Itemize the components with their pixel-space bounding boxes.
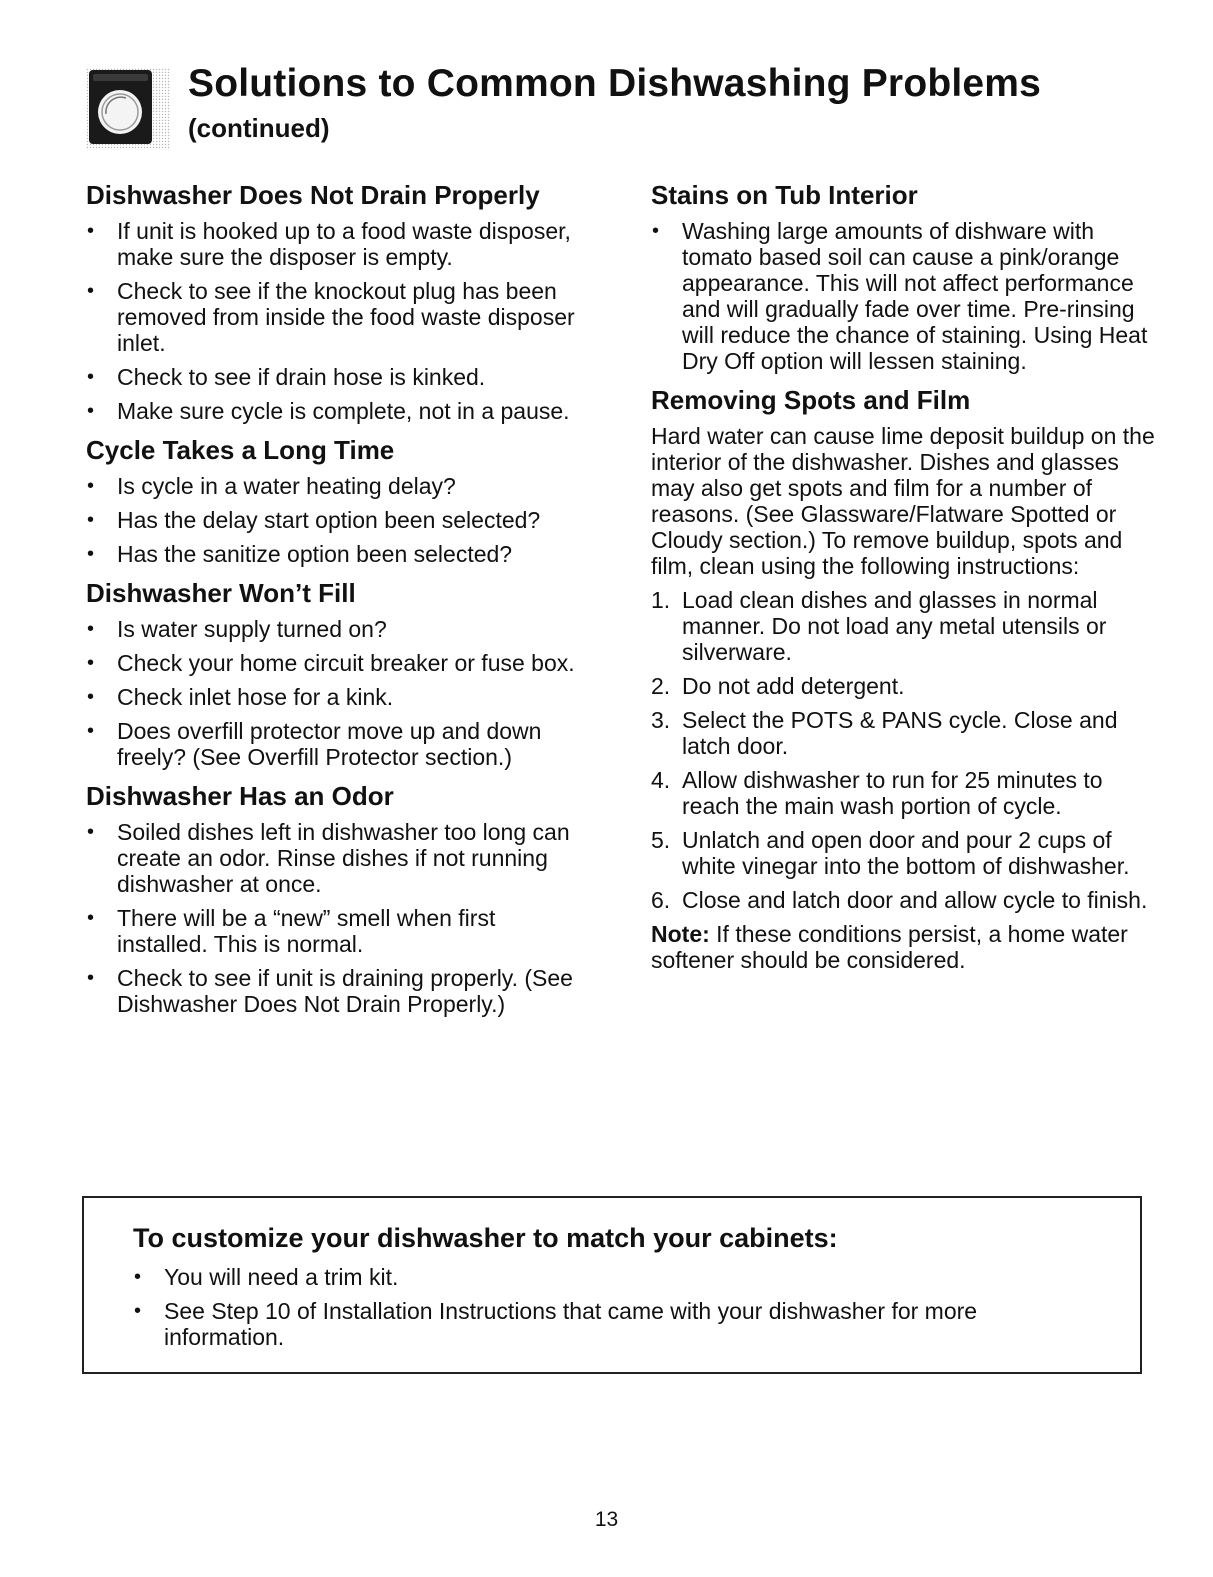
list-item [86,965,586,1017]
list-item-text: Check to see if unit is draining properly. (See Dishwasher Does Not Drain Properly.) [117,965,573,1017]
step-text: Select the POTS & PANS cycle. Close and latch door. [682,707,1118,759]
list-item-text: Check your home circuit breaker or fuse box. [117,650,575,676]
step-text: Unlatch and open door and pour 2 cups of white vinegar into the bottom of dishwasher. [682,827,1130,879]
list-item-text: Check to see if drain hose is kinked. [117,364,486,390]
list-item [86,473,586,499]
list-item [86,218,586,270]
step-number: 6. [651,887,671,913]
numbered-list [651,587,1161,913]
list-item [651,218,1161,374]
step-item [651,673,1161,699]
bullet-icon: • [87,543,95,565]
list-item-text: Check inlet hose for a kink. [117,684,394,710]
list-item-text: Has the delay start option been selected? [117,507,541,533]
bullet-icon: • [87,400,95,422]
list-item [86,541,586,567]
bullet-icon: • [87,509,95,531]
bullet-icon: • [134,1300,142,1322]
list-item-text: Does overfill protector move up and down freely? (See Overfill Protector section.) [117,718,542,770]
list-item [86,398,586,424]
page-title: Solutions to Common Dishwashing Problems [188,62,1042,105]
customize-callout-box [82,1196,1142,1374]
bullet-list [86,218,586,424]
note-paragraph [651,921,1161,973]
section-heading: Cycle Takes a Long Time [86,435,395,465]
list-item-text: Is cycle in a water heating delay? [117,473,456,499]
list-item-text: Check to see if the knockout plug has been removed from inside the food waste disposer inlet. [117,278,575,356]
list-item [86,364,586,390]
bullet-list [86,819,586,1017]
bullet-icon: • [134,1266,142,1288]
section-heading: Dishwasher Does Not Drain Properly [86,180,540,210]
list-item [86,616,586,642]
bullet-icon: • [87,652,95,674]
section-heading: Dishwasher Has an Odor [86,781,394,811]
step-item [651,707,1161,759]
list-item [86,650,586,676]
note-label: Note: [651,921,710,947]
list-item-text: There will be a “new” smell when first installed. This is normal. [117,905,496,957]
list-item-text: If unit is hooked up to a food waste disposer, make sure the disposer is empty. [117,218,571,270]
bullet-icon: • [87,907,95,929]
list-item-text: Washing large amounts of dishware with tomato based soil can cause a pink/orange appearance. This will not affect performance and will gradually fade over time. Pre-rinsing will reduce the chance of staining. Using Heat Dry Off option will lessen staining. [682,218,1148,374]
step-number: 1. [651,587,671,613]
list-item [86,905,586,957]
list-item-text: Soiled dishes left in dishwasher too long can create an odor. Rinse dishes if not running dishwasher at once. [117,819,570,897]
bullet-list [86,473,586,567]
list-item [133,1298,1093,1350]
step-item [651,827,1161,879]
page-subtitle: (continued) [188,113,330,143]
bullet-icon: • [87,220,95,242]
step-text: Do not add detergent. [682,673,905,699]
step-number: 5. [651,827,671,853]
section-drain [86,178,586,424]
list-item [86,507,586,533]
bullet-icon: • [87,366,95,388]
step-text: Load clean dishes and glasses in normal manner. Do not load any metal utensils or silverware. [682,587,1107,665]
list-item-text: You will need a trim kit. [164,1264,399,1290]
left-column [86,178,586,1025]
section-spots-film [651,383,1161,973]
section-odor [86,779,586,1017]
step-number: 2. [651,673,671,699]
list-item [86,278,586,356]
section-wont-fill [86,576,586,770]
step-text: Allow dishwasher to run for 25 minutes to reach the main wash portion of cycle. [682,767,1103,819]
list-item-text: Has the sanitize option been selected? [117,541,513,567]
callout-heading: To customize your dishwasher to match your cabinets: [133,1223,838,1253]
bullet-icon: • [87,821,95,843]
bullet-list [133,1264,1093,1358]
list-item [133,1264,1093,1290]
page-number: 13 [594,1508,619,1531]
section-intro: Hard water can cause lime deposit buildup on the interior of the dishwasher. Dishes and glasses may also get spots and film for a number of reasons. (See Glassware/Flatware Spotted or Cloudy section.) To remove buildup, spots and film, clean using the following instructions: [651,423,1155,579]
bullet-icon: • [87,280,95,302]
bullet-icon: • [87,686,95,708]
list-item [86,684,586,710]
list-item [86,718,586,770]
step-item [651,587,1161,665]
step-item [651,767,1161,819]
list-item-text: Is water supply turned on? [117,616,387,642]
bullet-icon: • [87,967,95,989]
step-text: Close and latch door and allow cycle to finish. [682,887,1148,913]
bullet-list [86,616,586,770]
bullet-icon: • [652,220,660,242]
note-text: If these conditions persist, a home water softener should be considered. [651,921,1128,973]
step-number: 3. [651,707,671,733]
list-item-text: Make sure cycle is complete, not in a pause. [117,398,570,424]
section-stains [651,178,1161,374]
bullet-icon: • [87,618,95,640]
right-column [651,178,1161,981]
step-number: 4. [651,767,671,793]
step-item [651,887,1161,913]
section-heading: Stains on Tub Interior [651,180,918,210]
list-item-text: See Step 10 of Installation Instructions that came with your dishwasher for more information. [164,1298,978,1350]
bullet-icon: • [87,720,95,742]
list-item [86,819,586,897]
section-long-cycle [86,433,586,567]
bullet-icon: • [87,475,95,497]
section-heading: Removing Spots and Film [651,385,971,415]
dishwasher-logo-icon [86,68,171,150]
bullet-list [651,218,1161,374]
section-heading: Dishwasher Won’t Fill [86,578,356,608]
